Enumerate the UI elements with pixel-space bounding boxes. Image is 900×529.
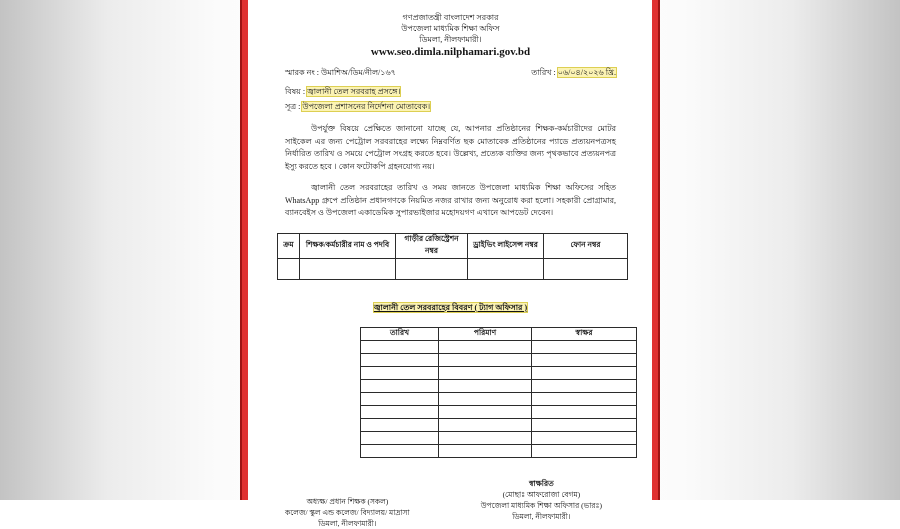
vehicle-table-header-row [278,233,628,258]
vehicle-col-phone: ফোন নম্বর [544,233,628,258]
date-value: ০৬/০৪/২০২৬ খ্রি. [557,68,616,77]
vehicle-info-table [277,233,628,280]
right-red-border-bar [652,0,660,500]
recipient-block [285,496,410,529]
recipient-line-2: কলেজ/ স্কুল এন্ড কলেজ/ বিদ্যালয়/ মাদ্রাসা [285,507,410,517]
signatory-name: (মোছাঃ আফরোজা বেগম) [502,489,581,499]
source-line [285,102,616,112]
empty-row [361,379,637,392]
signatory-location: ডিমলা, নীলফামারী। [512,511,571,521]
memo-number [285,68,396,78]
vehicle-col-license: ড্রাইভিং লাইসেন্স নম্বর [468,233,544,258]
memo-number-label: স্মারক নং : [285,68,320,77]
source-label: সূত্র : [285,102,301,111]
empty-row [361,353,637,366]
empty-row [361,340,637,353]
signature-area [285,478,616,529]
empty-row [361,392,637,405]
letter-page [248,0,652,528]
signatory-title: উপজেলা মাধ্যমিক শিক্ষা অফিসার (ভারঃ) [480,500,602,510]
subject-line [285,87,616,97]
supply-col-quantity: পরিমাণ [439,327,532,340]
recipient-line-1: অধ্যক্ষ/ প্রধান শিক্ষক (সকল) [306,496,389,506]
empty-row [361,405,637,418]
date-label: তারিখ : [531,68,556,77]
letterhead [285,12,616,59]
supply-col-date: তারিখ [361,327,439,340]
memo-number-value: উমাশিঅ/ডিম/নীল/১৬৭ [321,68,396,77]
vehicle-col-name-designation: শিক্ষক/কর্মচারীর নাম ও পদবি [300,233,396,258]
subject-value: জ্বালানী তেল সরবরাহ প্রসঙ্গে। [307,87,401,96]
empty-row [361,431,637,444]
vehicle-col-serial: ক্রম [278,233,300,258]
subject-label: বিষয় : [285,87,306,96]
empty-row [278,258,628,279]
letterhead-government-line: গণপ্রজাতন্ত্রী বাংলাদেশ সরকার [402,13,499,22]
memo-meta-row [285,68,616,78]
body-paragraph-1: উপর্যুক্ত বিষয়ে প্রেক্ষিতে জানানো যাচ্ছে যে, আপনার প্রতিষ্ঠানের শিক্ষক-কর্মচারীদের মোটর সাইকেল এর জন্য পেট্রোল সরবরাহের লক্ষ্যে নিম্নবর্ণিত ছক মোতাবেক প্রতিষ্ঠানের প্যাডে প্রত্যয়নপত্রসহ নির্ধারিত তারিখ ও সময়ে পেট্রোল সংগ্রহ করতে হবে। উল্লেখ্য, প্রত্যেক ব্যক্তির জন্য পৃথকভাবে প্রত্যয়নপত্র ইস্যু করতে হবে । কোন ফটোকপি গ্রহনযোগ্য নয়। [285,124,616,171]
signed-label: স্বাক্ষরিত [528,478,554,488]
memo-date [531,68,616,78]
letterhead-office-line: উপজেলা মাধ্যমিক শিক্ষা অফিস [401,24,500,33]
empty-row [361,444,637,457]
letterhead-website: www.seo.dimla.nilphamari.gov.bd [370,46,531,58]
supply-section-title: জ্বালানী তেল সরবরাহের বিবরণ ( ট্যাগ অফিসার ) [373,302,528,312]
empty-row [361,366,637,379]
supply-table-header-row [361,327,637,340]
body-paragraph-2: জ্বালানী তেল সরবরাহের তারিখ ও সময় জানতে উপজেলা মাধ্যমিক শিক্ষা অফিসের সহিত WhatsApp গ্রুপে প্রতিষ্ঠান প্রধানগণকে নিয়মিত নজর রাখার জন্য অনুরোধ করা হলো। সহকারী প্রোগ্রামার, ব্যানবেইস ও উপজেলা একাডেমিক সুপারভাইজার মহোদয়গণ এখানে আপডেট দেবেন। [285,183,616,217]
left-red-border-bar [240,0,248,500]
letterhead-location-line: ডিমলা, নীলফামারী। [419,35,482,44]
supply-col-signature: স্বাক্ষর [532,327,637,340]
recipient-line-3: ডিমলা, নীলফামারী। [318,518,377,528]
supply-log-table [360,327,637,458]
vehicle-col-registration: গাড়ীর রেজিস্ট্রেশন নম্বর [396,233,468,258]
empty-row [361,418,637,431]
source-value: উপজেলা প্রশাসনের নির্দেশনা মোতাবেক। [302,102,431,111]
